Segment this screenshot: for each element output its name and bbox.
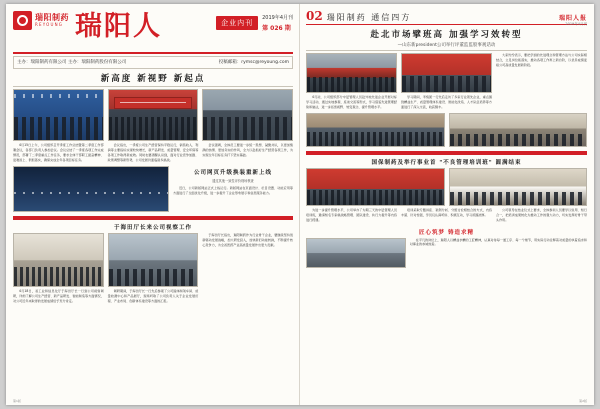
left-article-3: 会议强调，全体员工要进一步统一思想、凝聚共识，以更加饱满的热情、更加务实的作风，全力以赴抓好生产经营各项工作，为实现全年目标任务打下坚实基础。 <box>202 143 294 157</box>
photo-flag-ceremony <box>13 89 104 141</box>
right-mid-body-1: 为进一步提升管理水平，公司举办了为期三天的中层管理人员培训班，邀请知名专家就战略管理、团队建设、执行力提升等内容进行授课。 <box>306 208 397 222</box>
photo-visit-tour <box>13 233 104 287</box>
page-left <box>6 4 300 405</box>
photo-workshop <box>108 233 199 287</box>
right-page-header <box>306 9 587 26</box>
masthead-issue: 第 026 期 <box>262 24 291 32</box>
page-number: 02 <box>306 9 323 23</box>
masthead-info-right: 投稿邮箱：rymsc@reyoung.com <box>218 60 289 65</box>
left-bottom-title: 于海田厅长来公司视察工作 <box>113 225 192 232</box>
left-bottom-body-3: 于海田厅长指出，瑞阳制药作为行业骨干企业，要继续坚持创新驱动发展战略，加大研发投入，加快新旧动能转换，不断提升核心竞争力，为全省医药产业高质量发展作出更大贡献。 <box>202 233 294 247</box>
right-mid-headline: 国保制药及举行事业首 "不良管理培训班" 圆满结束 <box>371 160 522 167</box>
logo-chinese: 瑞阳制药 <box>35 13 69 22</box>
right-top-subheadline: —山东新president公司举行评董监监股事观话动 <box>397 43 496 48</box>
newspaper-spread <box>6 4 594 405</box>
right-mid-body-3: 公司领导在结业仪式上要求，全体参训人员要学以致用、知行合一，把培训成果转化为推动工作的强大动力，切实发挥好骨干带头作用。 <box>496 208 587 222</box>
photo-craftsman <box>306 238 406 268</box>
left-headline: 新高度 新视野 新起点 <box>100 74 206 85</box>
right-side-body: 在平凡的岗位上，瑞阳人以精益求精的工匠精神，认真对待每一道工序、每一个细节，用实际行动诠释着对质量的执着追求和对事业的赤诚热爱。 <box>409 237 587 247</box>
masthead-date: 2019年4月刊 <box>262 15 293 21</box>
photo-factory-night <box>13 166 169 212</box>
right-side-block <box>306 238 587 270</box>
right-side-headline: 匠心筑梦 铸造求精 <box>419 229 474 236</box>
page-right <box>300 4 594 405</box>
right-mid-body-2: 培训采取专题讲座、案例分析、分组讨论相结合的方式，内容丰富、针对性强，学员们认真听讲、积极互动，学习氛围浓厚。 <box>401 208 492 218</box>
masthead-rule <box>13 52 293 54</box>
masthead-badge: 企业内刊 <box>216 16 258 30</box>
photo-group-photo <box>306 53 397 93</box>
right-top-body-3: 大家纷纷表示，要把学到的先进理念和管理方法与公司实际相结合，立足岗位抓落实，推动各项工作再上新台阶，以优异成绩迎接公司高质量发展新阶段。 <box>496 53 587 67</box>
right-mid-block <box>306 208 587 224</box>
paper-title: 瑞阳人 <box>75 11 162 42</box>
photo-lecture-hall <box>306 113 445 147</box>
left-mid-body: 近日，公司新版网站正式上线运行。新版网站在页面设计、栏目设置、功能应用等方面进行了全面优化升级，进一步提升了企业形象展示和信息服务能力。 <box>173 186 293 196</box>
right-top-body-2: 学习期间，考察团一行先后走访了多家行业领先企业，重点围绕精益生产、质量管理体系建设、智能化改造、人才队伍培养等方面进行了深入交流，收获颇丰。 <box>401 95 492 109</box>
photo-conference-stage <box>108 89 199 141</box>
photo-classroom <box>449 113 588 147</box>
photo-training-class <box>449 168 588 206</box>
right-top-body-1: 4月初，公司组织部分中层管理人员赴外地先进企业开展对标学习活动，通过实地参观、座谈交流等形式，学习借鉴先进管理经验和做法，进一步拓宽视野、转变观念、提升管理水平。 <box>306 95 397 109</box>
photo-red-banner <box>401 53 492 93</box>
left-bottom-body-2: 调研期间，于海田厅长一行先后参观了公司固体制剂车间、质量检测中心和产品展厅，现场听取了公司负责人关于企业发展历程、产业布局、创新体系建设等方面的汇报。 <box>107 289 199 303</box>
footer-right: 第2版 <box>579 399 587 403</box>
left-top-block <box>13 89 293 164</box>
right-photo-strip <box>306 113 587 149</box>
logo-english: REYOUNG <box>35 22 64 27</box>
right-divider <box>306 151 587 155</box>
left-bottom-body-1: 4月18日，省工业和信息化厅于海田厅长一行到公司视察调研，详细了解公司生产经营、新产品研发、智能制造等方面情况，对公司近年来取得的发展成绩给予充分肯定。 <box>13 289 104 303</box>
left-mid-title: 公司网页升级换装重新上线 <box>193 170 272 177</box>
right-top-block <box>306 53 587 111</box>
photo-training-ceremony <box>306 168 445 206</box>
left-bottom-block <box>13 233 293 305</box>
masthead-info-left: 主办：瑞阳制药有限公司 主办：瑞阳制药股份有限公司 <box>17 60 127 65</box>
brand-mark-icon <box>13 11 32 30</box>
right-brand-sub: 2019年4月刊 <box>565 22 587 26</box>
left-mid-block <box>13 166 293 214</box>
logo <box>13 11 69 30</box>
masthead-info <box>13 56 293 69</box>
left-article-1: 4月15日上午，公司组织召开季度工作总结暨第二季度工作部署会议，各部门负责人参加会议。会议总结了一季度各项工作完成情况，部署了二季度重点工作任务，要求全体干部职工振奋精神、迎难而上、狠抓落实，确保完成全年各项目标任务。 <box>13 143 104 162</box>
left-article-2: 会议指出，一季度公司生产经营保持平稳运行，销售收入、利润等主要指标实现较快增长，新产品研发、质量管理、安全环保等各项工作取得新成效。同时也要清醒认识到，面对行业竞争加剧、政策调整等新形势，公司发展仍面临诸多挑战。 <box>107 143 199 162</box>
right-brand: 瑞阳人报 <box>558 15 587 22</box>
masthead <box>13 9 293 51</box>
photo-meeting-room <box>202 89 293 141</box>
left-mid-subtitle: 通过其他一致性评价现场核查 <box>212 179 254 184</box>
right-mid-photos <box>306 168 587 208</box>
page-section-name: 瑞阳制药 通信四方 <box>326 13 412 22</box>
right-top-headline: 赴北市场擘班高 加强学习效转型 <box>370 30 523 40</box>
footer-left: 第1版 <box>13 399 21 403</box>
left-divider <box>13 216 293 220</box>
